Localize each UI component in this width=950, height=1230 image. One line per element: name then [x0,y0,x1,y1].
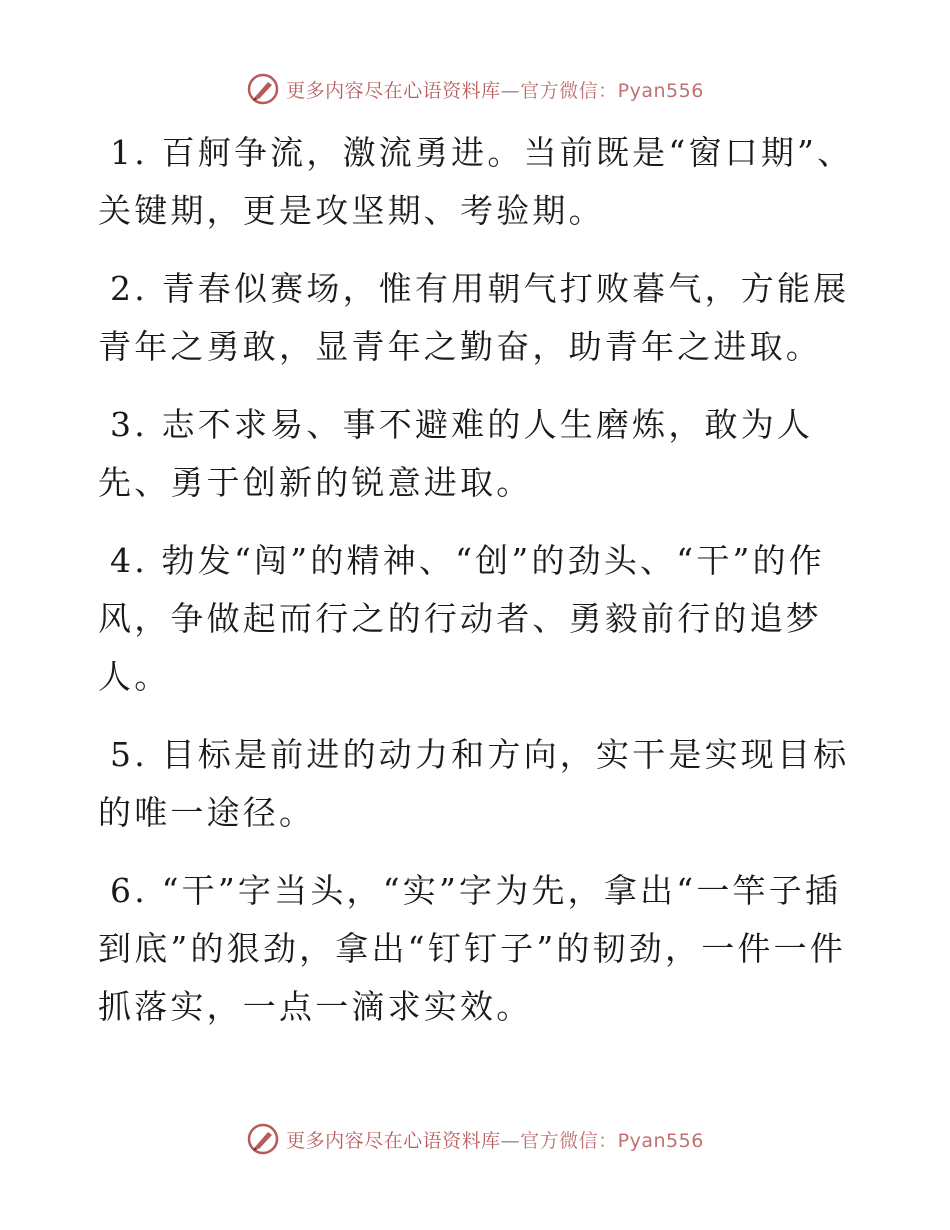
header-banner [0,72,950,106]
footer-banner [0,1122,950,1156]
document-body [98,124,858,1056]
paragraph-1: 1. 百舸争流，激流勇进。当前既是“窗口期”、关键期，更是攻坚期、考验期。 [98,133,854,230]
footer-banner-text: 更多内容尽在心语资料库—官方微信：Pyan556 [286,1129,704,1152]
header-banner-text: 更多内容尽在心语资料库—官方微信：Pyan556 [286,79,704,102]
pen-logo-icon [246,1122,280,1156]
paragraph-6: 6. “干”字当头，“实”字为先，拿出“一竿子插到底”的狠劲，拿出“钉钉子”的韧劲，一件一件抓落实，一点一滴求实效。 [98,871,847,1026]
paragraph-4: 4. 勃发“闯”的精神、“创”的劲头、“干”的作风，争做起而行之的行动者、勇毅前行的追梦人。 [98,541,825,696]
pen-logo-icon [246,72,280,106]
paragraph-5: 5. 目标是前进的动力和方向，实干是实现目标的唯一途径。 [98,735,850,832]
paragraph-3: 3. 志不求易、事不避难的人生磨炼，敢为人先、勇于创新的锐意进取。 [98,405,814,502]
paragraph-2: 2. 青春似赛场，惟有用朝气打败暮气，方能展青年之勇敢，显青年之勤奋，助青年之进取。 [98,269,850,366]
